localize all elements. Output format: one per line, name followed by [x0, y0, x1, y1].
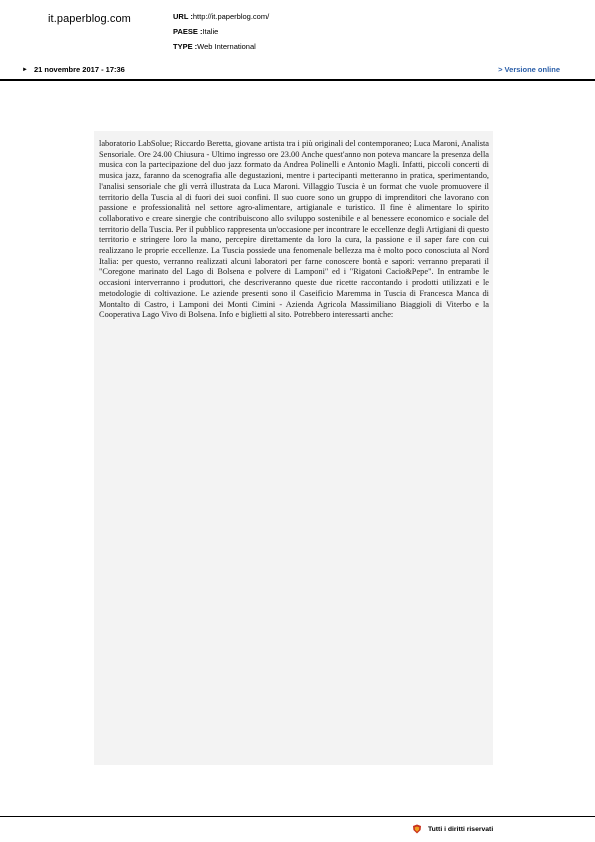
source-meta	[173, 9, 269, 54]
meta-type-row	[173, 39, 269, 54]
meta-url-key: URL :	[173, 12, 193, 21]
meta-country-row	[173, 24, 269, 39]
meta-country-value: Italie	[202, 27, 219, 36]
footer	[412, 824, 493, 834]
publish-date: 21 novembre 2017 - 17:36	[33, 65, 125, 74]
article-panel	[94, 131, 493, 765]
meta-url-row	[173, 9, 269, 24]
shield-logo-icon	[412, 824, 422, 834]
bullet-icon: ►	[22, 67, 28, 73]
dateline	[22, 65, 125, 74]
meta-type-key: TYPE :	[173, 42, 198, 51]
article-body: laboratorio LabSolue; Riccardo Beretta, giovane artista tra i più originali del contemporaneo; Luca Maroni, Analista Sensoriale. Ore 24.00 Chiusura - Ultimo ingresso ore 23.00 Anche quest'anno non poteva mancare la presenza della musica con la partecipazione del duo jazz formato da Andrea Polinelli e Antonio Magli. Infatti, piccoli concerti di musica jazz, faranno da scenografia alle degustazioni, mentre i partecipanti metteranno in pratica, sperimentando, l'analisi sensoriale che gli verrà illustrata da Luca Maroni. Villaggio Tuscia è un format che vuole promuovere il territorio della Tuscia al di fuori dei suoi confini. Il suo cuore sono un gruppo di imprenditori che lavorano con passione e professionalità nel settore agro-alimentare, artigianale e turistico. Il fine è alimentare lo spirito collaborativo e creare sinergie che contribuiscono allo sviluppo sostenibile e al benessere economico e sociale del territorio della Tuscia. Per il pubblico rappresenta un'occasione per incontrare le eccellenze degli Artigiani di questo territorio e stringere loro la mano, percepire direttamente da loro la cura, la passione e il saper fare con cui realizzano le proprie eccellenze. La Tuscia possiede una fenomenale bellezza ma è molto poco conosciuta al Nord Italia: per questo, verranno realizzati alcuni laboratori per farne conoscere bontà e sapori: verranno preparati il "Coregone marinato del Lago di Bolsena e polvere di Lamponi" ed i "Rigatoni Cacio&Pepe". In entrambe le occasioni interverranno i produttori, che descriveranno queste due ricette raccontando i prodotti utilizzati e le metodologie di coltivazione. Le aziende presenti sono il Caseificio Maremma in Tuscia di Francesca Manca di Montalto di Castro, i Lamponi dei Monti Cimini - Azienda Agricola Massimiliano Biaggioli di Viterbo e la Cooperativa Lago Vivo di Bolsena. Info e biglietti al sito. Potrebbero interessarti anche:	[99, 139, 489, 320]
online-version-link[interactable]: > Versione online	[498, 65, 560, 74]
meta-country-key: PAESE :	[173, 27, 203, 36]
meta-url-value: http://it.paperblog.com/	[192, 12, 270, 21]
meta-type-value: Web International	[197, 42, 256, 51]
header-divider	[0, 79, 595, 81]
rights-text: Tutti i diritti riservati	[428, 825, 494, 833]
site-name: it.paperblog.com	[48, 13, 131, 25]
footer-divider	[0, 816, 595, 817]
